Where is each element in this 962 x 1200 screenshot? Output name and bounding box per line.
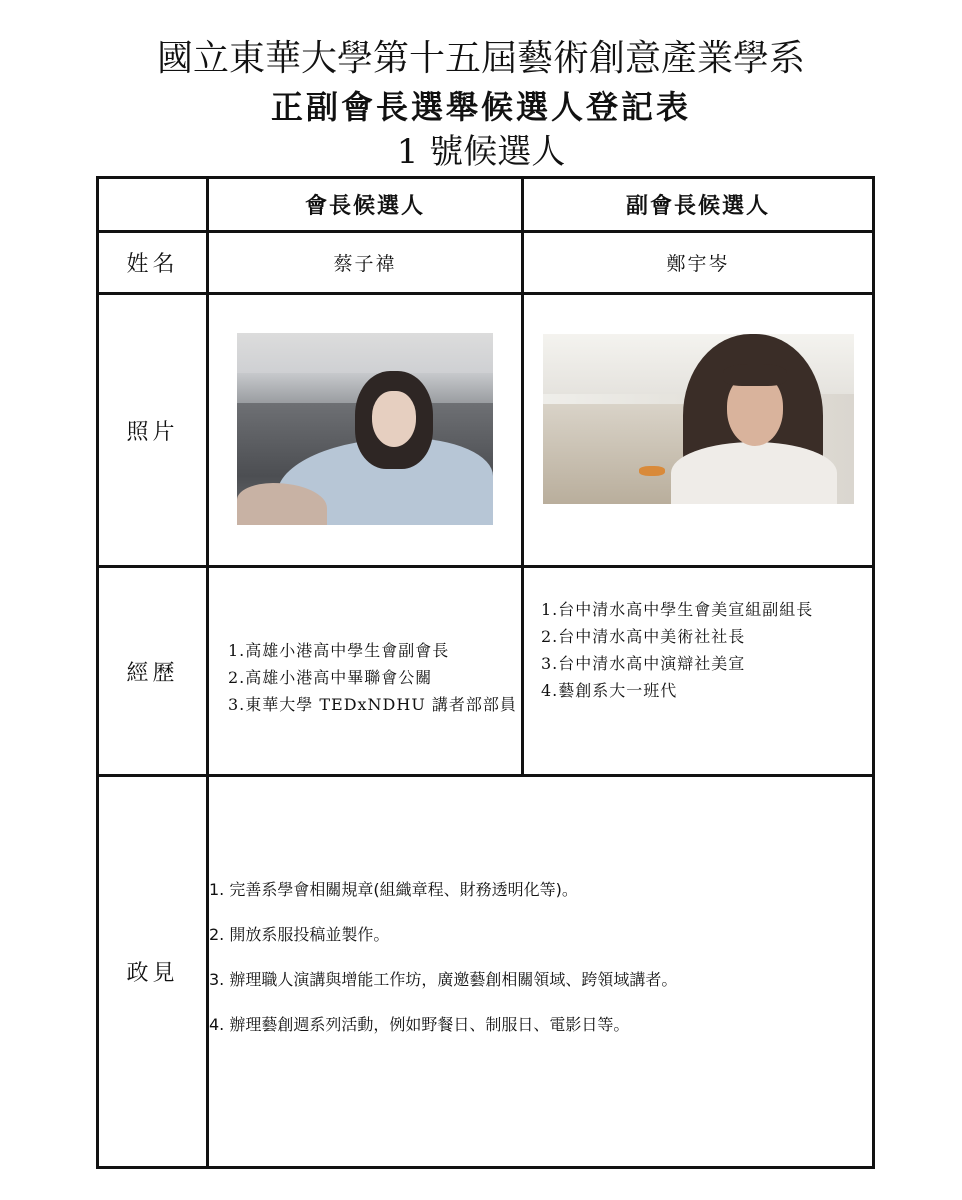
president-experience: [208, 567, 523, 776]
name-row: [98, 232, 874, 294]
policy-item: 3. 辦理職人演講與增能工作坊，廣邀藝創相關領域、跨領域講者。: [209, 970, 678, 989]
experience-label: 經歷: [98, 567, 208, 776]
document-title: 國立東華大學第十五屆藝術創意產業學系: [156, 38, 805, 79]
photo-lamp: [639, 466, 665, 476]
experience-row: [98, 567, 874, 776]
vice-president-photo: [543, 334, 854, 504]
policy-item: 2. 開放系服投稿並製作。: [209, 925, 390, 944]
vice-president-name: 鄭宇岑: [523, 232, 874, 294]
policy-label: 政見: [98, 776, 208, 1168]
policy-item: 1. 完善系學會相關規章(組織章程、財務透明化等)。: [209, 880, 578, 899]
vice-president-photo-cell: [523, 294, 874, 567]
policy-list: [208, 776, 874, 1168]
header-row: [98, 178, 874, 232]
experience-item: 2.台中清水高中美術社社長: [541, 627, 746, 646]
name-label: 姓名: [98, 232, 208, 294]
photo-label: 照片: [98, 294, 208, 567]
photo-row: [98, 294, 874, 567]
experience-item: 1.高雄小港高中學生會副會長: [228, 640, 450, 660]
experience-item: 2.高雄小港高中畢聯會公關: [228, 667, 433, 687]
policy-row: [98, 776, 874, 1168]
experience-item: 3.東華大學 TEDxNDHU 講者部部員: [228, 694, 517, 714]
photo-bangs: [723, 364, 787, 386]
president-photo-cell: [208, 294, 523, 567]
president-name: 蔡子禕: [208, 232, 523, 294]
candidate-number: 1 號候選人: [396, 132, 566, 172]
photo-face: [372, 391, 416, 447]
experience-item: 4.藝創系大一班代: [541, 681, 678, 700]
document-subtitle: 正副會長選舉候選人登記表: [270, 88, 691, 126]
president-header: 會長候選人: [208, 178, 523, 232]
vice-president-experience: [523, 567, 874, 776]
vice-president-header: 副會長候選人: [523, 178, 874, 232]
registration-table: [96, 176, 875, 1169]
corner-cell: [98, 178, 208, 232]
policy-item: 4. 辦理藝創週系列活動，例如野餐日、制服日、電影日等。: [209, 1015, 630, 1034]
experience-item: 3.台中清水高中演辯社美宣: [541, 654, 746, 673]
photo-sweater: [671, 442, 837, 504]
experience-item: 1.台中清水高中學生會美宣組副組長: [541, 600, 814, 619]
president-photo: [237, 333, 493, 525]
